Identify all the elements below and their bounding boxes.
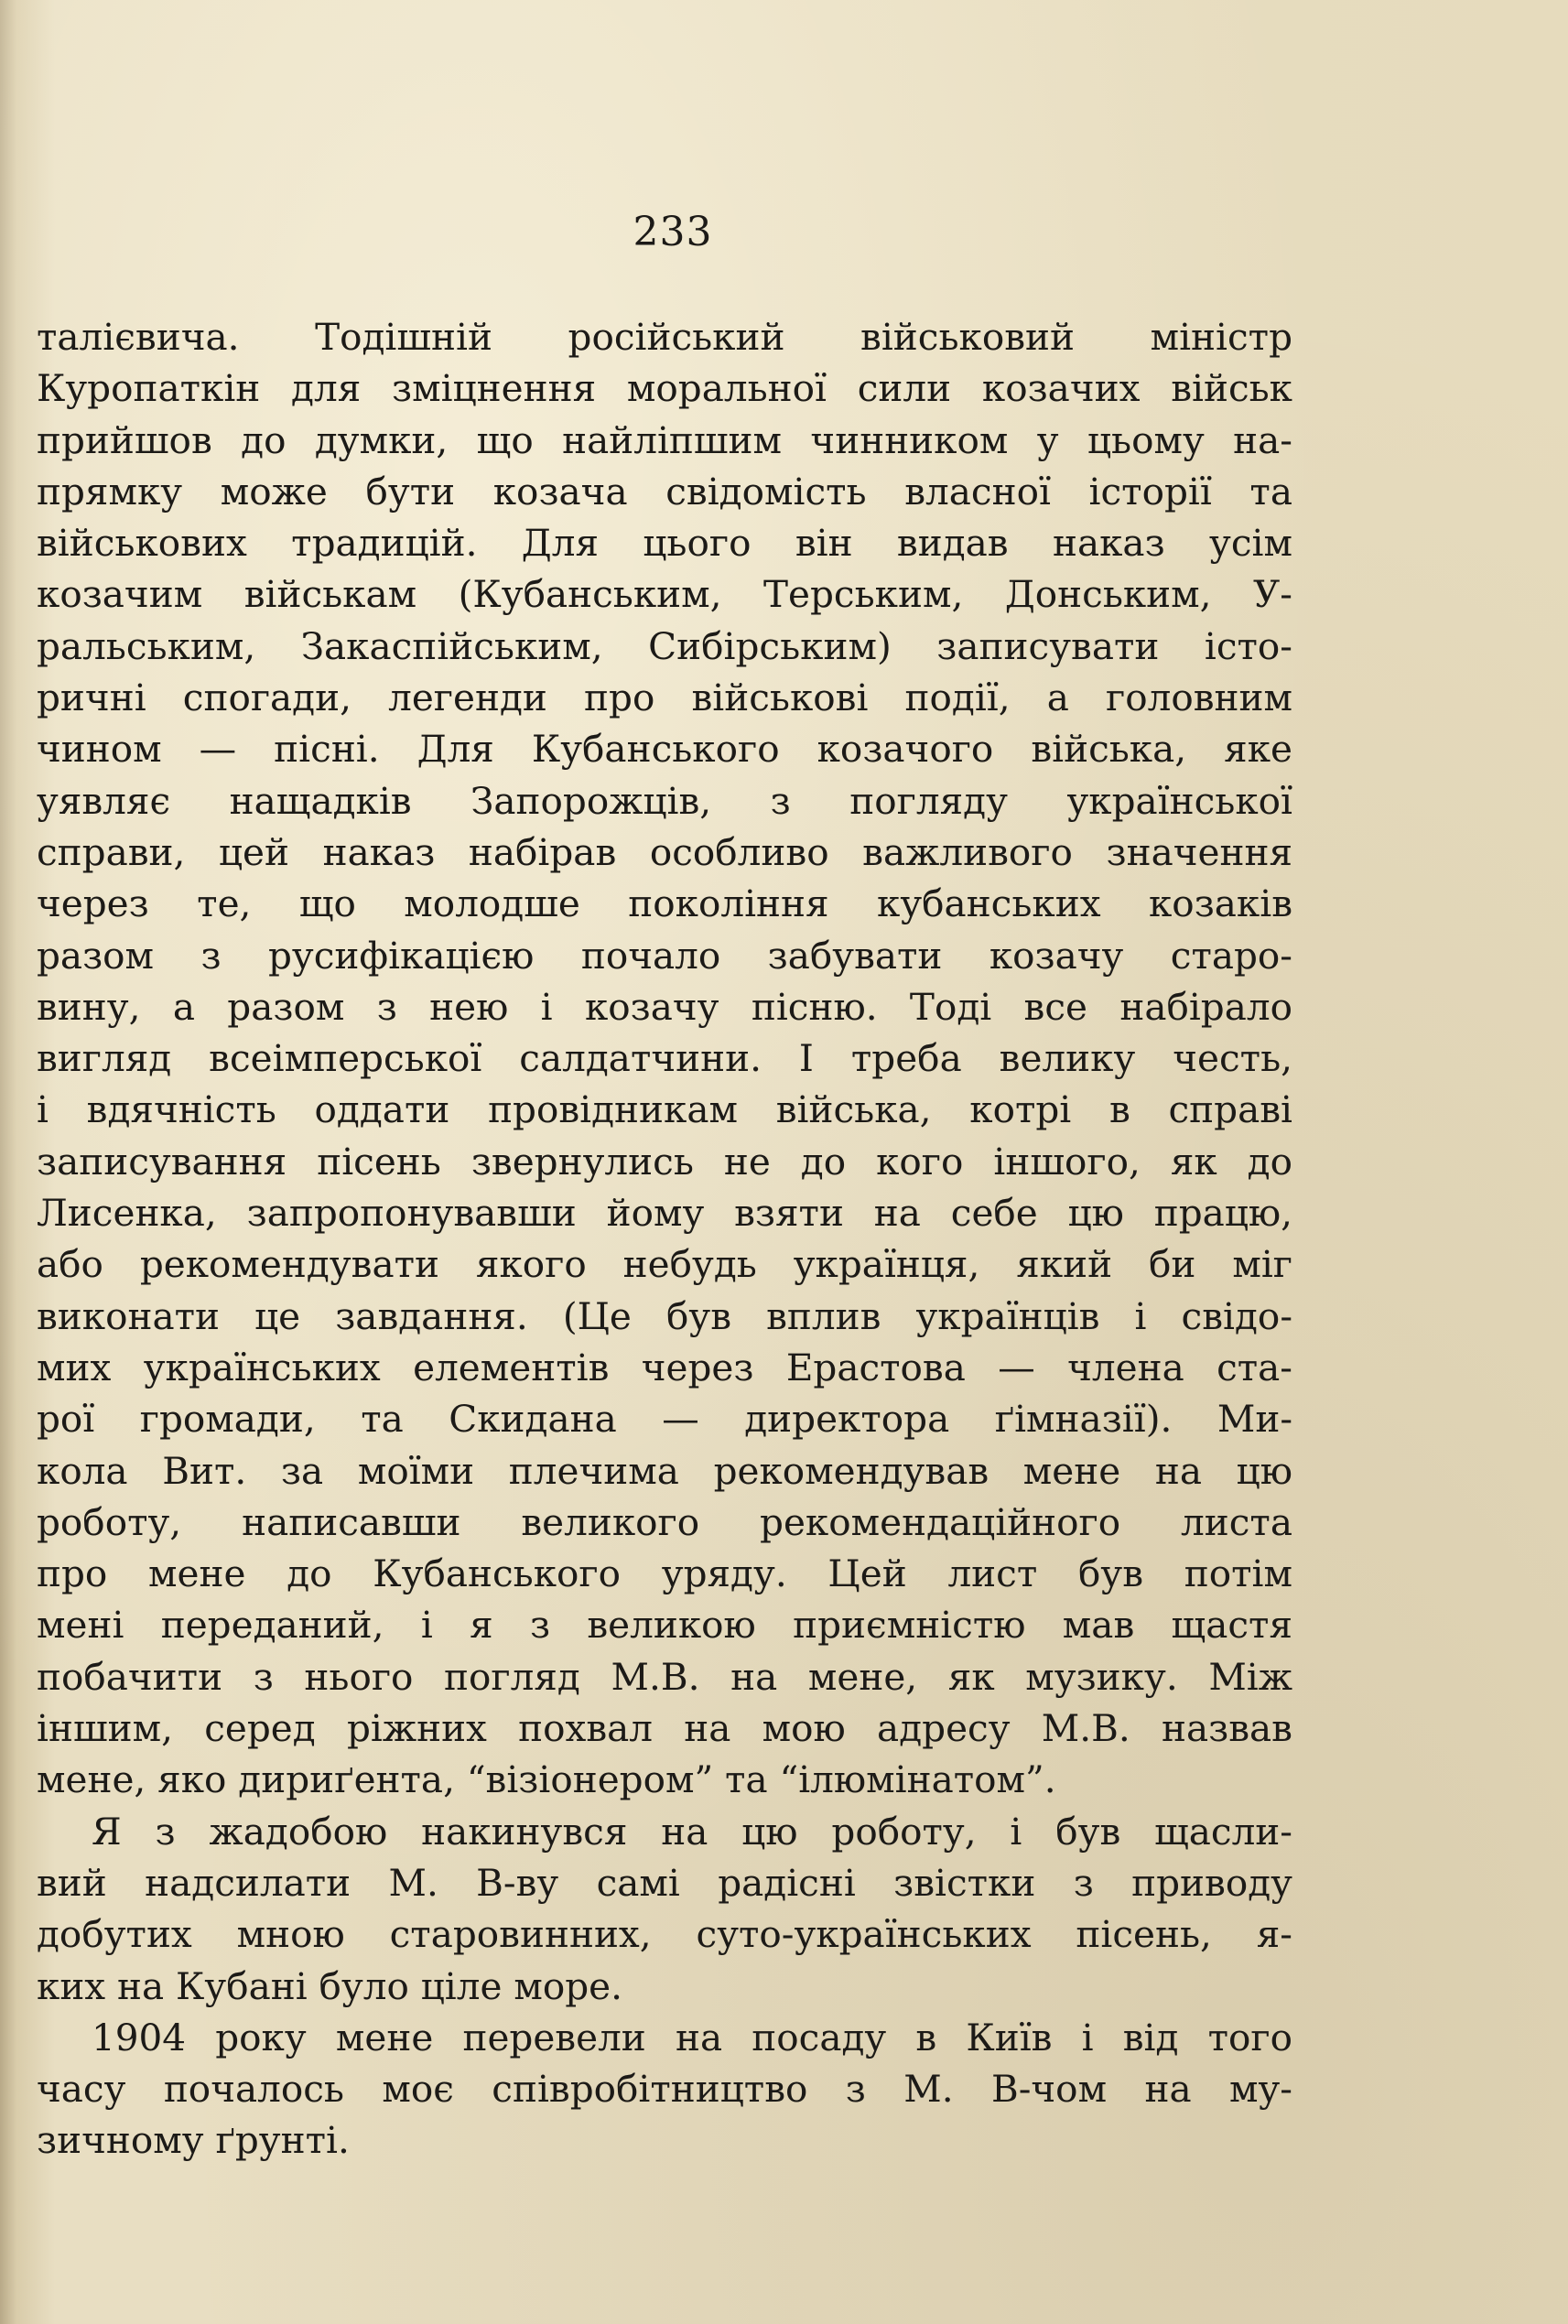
text-line: побачити з нього погляд М.В. на мене, як музику. Між xyxy=(37,1654,1292,1699)
text-line: про мене до Кубанського уряду. Цей лист був потім xyxy=(37,1551,1292,1596)
text-line: виконати це завдання. (Це був вплив українців і свідо- xyxy=(37,1293,1292,1338)
page-text xyxy=(37,311,1292,2167)
text-line: мені переданий, і я з великою приємністю мав щастя xyxy=(37,1603,1292,1648)
text-line: вий надсилати М. В-ву самі радісні звістки з приводу xyxy=(37,1860,1292,1905)
text-line: разом з русифікацією почало забувати козачу старо- xyxy=(37,933,1292,978)
text-line: прямку може бути козача свідомість власної історії та xyxy=(37,469,1292,513)
text-line: записування пісень звернулись не до кого іншого, як до xyxy=(37,1139,1292,1184)
text-line: і вдячність оддати провідникам війська, котрі в справі xyxy=(37,1087,1292,1132)
text-line: кола Вит. за моїми плечима рекомендував мене на цю xyxy=(37,1448,1292,1493)
text-line: іншим, серед ріжних похвал на мою адресу М.В. назвав xyxy=(37,1706,1292,1751)
text-line: зичному ґрунті. xyxy=(37,2118,350,2163)
text-line: вигляд всеімперської салдатчини. І треба велику честь, xyxy=(37,1036,1292,1081)
text-line: ральським, Закаспійським, Сибірським) записувати істо- xyxy=(37,623,1292,668)
text-line: або рекомендувати якого небудь українця, який би міг xyxy=(37,1242,1292,1287)
text-line: через те, що молодше покоління кубанських козаків xyxy=(37,881,1292,926)
text-line: чином — пісні. Для Кубанського козачого війська, яке xyxy=(37,727,1292,772)
text-line: мих українських елементів через Ерастова — члена ста- xyxy=(37,1345,1292,1389)
text-line: вину, а разом з нею і козачу пісню. Тоді все набірало xyxy=(37,984,1292,1029)
text-line: талієвича. Тодішній російський військовий міністр xyxy=(37,315,1292,359)
text-line: Я з жадобою накинувся на цю роботу, і був щасли- xyxy=(92,1809,1292,1854)
text-line: роботу, написавши великого рекомендаційного листа xyxy=(37,1499,1292,1544)
page-number: 233 xyxy=(633,209,713,255)
text-line: Куропаткін для зміцнення моральної сили козачих військ xyxy=(37,366,1292,411)
text-line: 1904 року мене перевели на посаду в Київ і від того xyxy=(92,2015,1292,2059)
text-line: справи, цей наказ набірав особливо важливого значення xyxy=(37,829,1292,874)
text-line: Лисенка, запропонувавши йому взяти на себе цю працю, xyxy=(37,1191,1292,1236)
text-line: уявляє нащадків Запорожців, з погляду української xyxy=(37,778,1292,823)
text-line: військових традицій. Для цього він видав наказ усім xyxy=(37,521,1292,566)
text-line: ких на Кубані було ціле море. xyxy=(37,1963,622,2008)
text-line: рої громади, та Скидана — директора ґімназії). Ми- xyxy=(37,1397,1292,1442)
text-line: добутих мною старовинних, суто-українських пісень, я- xyxy=(37,1912,1292,1957)
text-line: часу почалось моє співробітництво з М. В-чом на му- xyxy=(37,2067,1292,2112)
text-line: козачим військам (Кубанським, Терським, Донським, У- xyxy=(37,572,1292,617)
text-line: ричні спогади, легенди про військові події, а головним xyxy=(37,676,1292,720)
text-line: прийшов до думки, що найліпшим чинником у цьому на- xyxy=(37,417,1292,462)
text-line: мене, яко дириґента, “візіонером” та “ілюмінатом”. xyxy=(37,1757,1056,1802)
